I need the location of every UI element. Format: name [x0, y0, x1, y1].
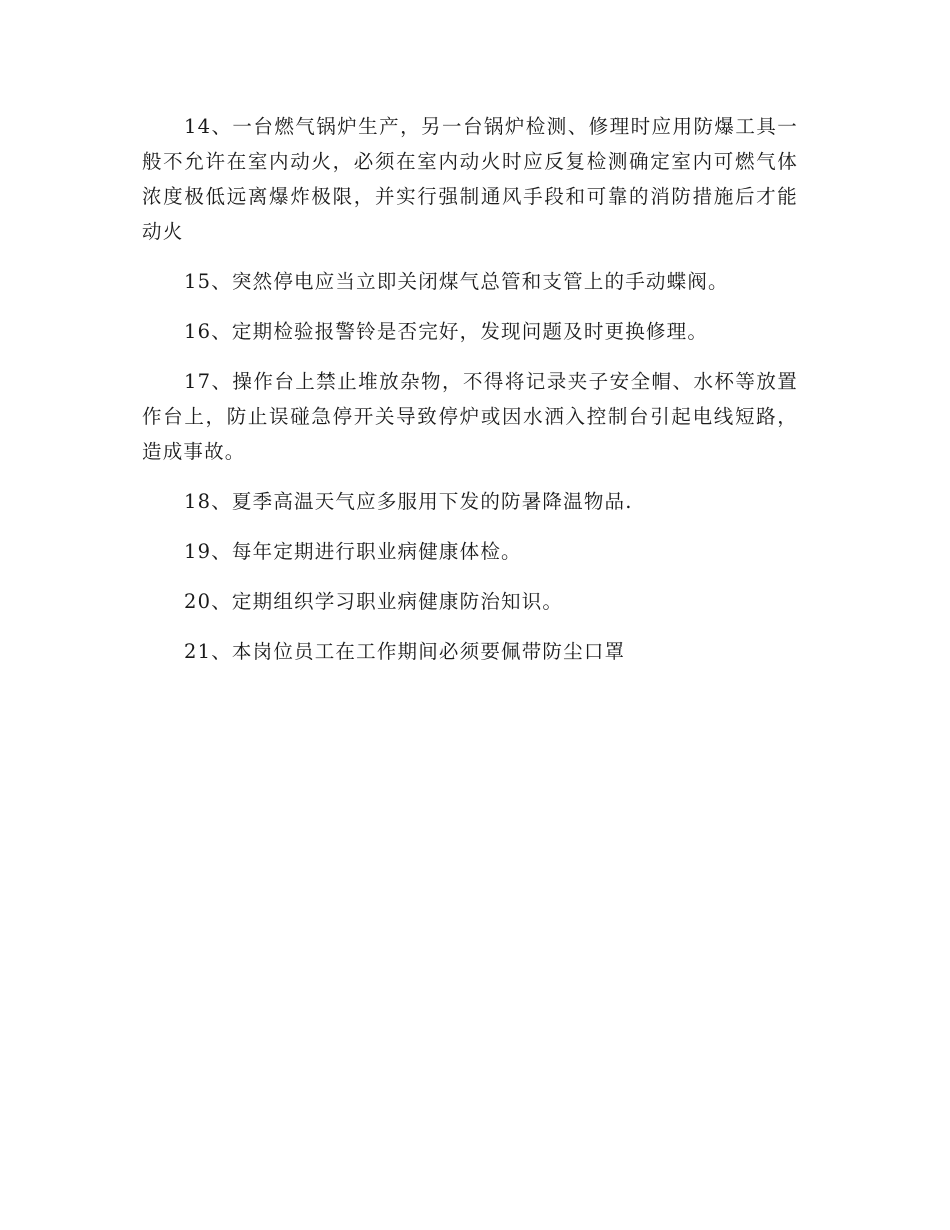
document-body — [142, 109, 798, 684]
paragraph-21: 21、本岗位员工在工作期间必须要佩带防尘口罩 — [184, 640, 626, 663]
paragraph-20: 20、定期组织学习职业病健康防治知识。 — [184, 590, 564, 613]
paragraph-18: 18、夏季高温天气应多服用下发的防暑降温物品. — [184, 490, 633, 513]
paragraph-15: 15、突然停电应当立即关闭煤气总管和支管上的手动蝶阀。 — [184, 270, 729, 293]
paragraph-14: 14、一台燃气锅炉生产，另一台锅炉检测、修理时应用防爆工具一般不允许在室内动火，必须在室内动火时应反复检测确定室内可燃气体浓度极低远离爆炸极限，并实行强制通风手段和可靠的消防措施后才能动火 — [142, 115, 798, 243]
paragraph-17: 17、操作台上禁止堆放杂物，不得将记录夹子安全帽、水杯等放置作台上，防止误碰急停开关导致停炉或因水洒入控制台引起电线短路，造成事故。 — [142, 370, 798, 463]
paragraph-16: 16、定期检验报警铃是否完好，发现问题及时更换修理。 — [184, 320, 709, 343]
paragraph-19: 19、每年定期进行职业病健康体检。 — [184, 540, 522, 563]
